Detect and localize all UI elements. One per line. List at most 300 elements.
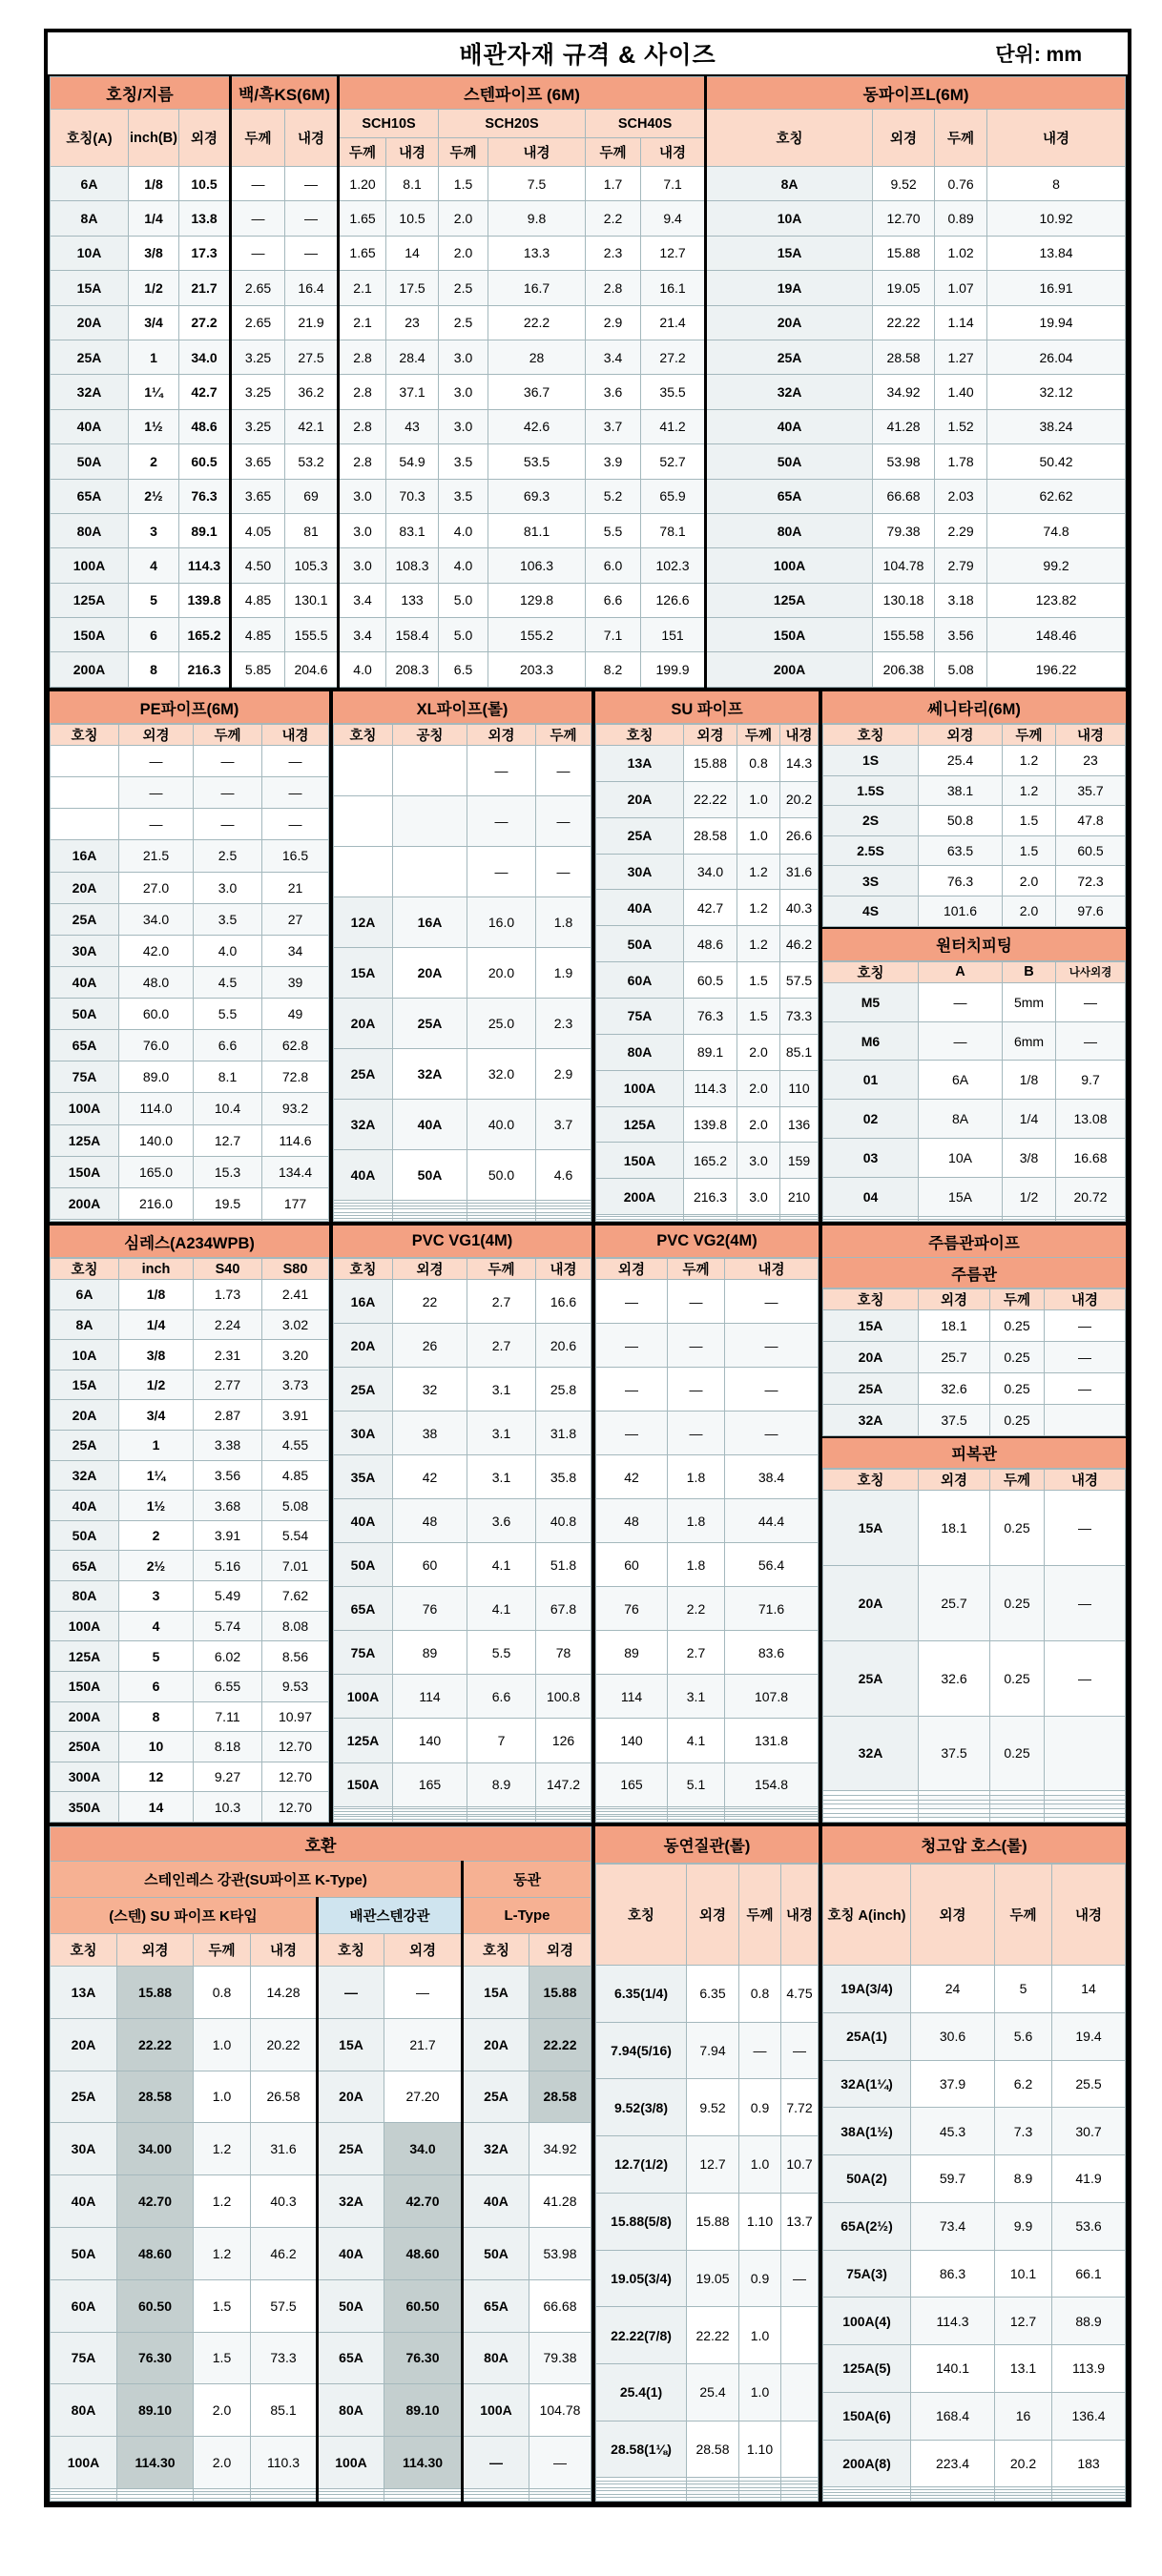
- table-row: [334, 1675, 591, 1719]
- cell: 20A: [51, 2018, 117, 2071]
- table-row: [51, 201, 1126, 236]
- cell: 30A: [334, 1412, 393, 1455]
- cell: 25A: [463, 2071, 529, 2123]
- table-row: [51, 1280, 329, 1310]
- cell: 204.6: [285, 652, 339, 688]
- cell: 4.1: [668, 1719, 725, 1762]
- cell: 65A(2½): [823, 2202, 911, 2250]
- cell: 69.3: [488, 479, 586, 513]
- cell: 129.8: [488, 583, 586, 617]
- cell: 34: [262, 935, 329, 966]
- cell: —: [725, 1412, 819, 1455]
- cell: 2.87: [194, 1400, 262, 1431]
- cell: [463, 2498, 529, 2501]
- cell: 5.1: [668, 1762, 725, 1806]
- cell: —: [725, 1324, 819, 1368]
- cell: 10A: [706, 201, 873, 236]
- unit-label: 단위: mm: [995, 44, 1082, 66]
- cell: 50.0: [467, 1150, 536, 1201]
- cell: 1.07: [935, 271, 987, 305]
- cell: 16.0: [467, 897, 536, 948]
- cell: 45.3: [911, 2108, 995, 2155]
- cell: 114.0: [119, 1093, 194, 1124]
- cell: [536, 1820, 591, 1823]
- cell: 25A: [596, 817, 684, 854]
- cell: 2S: [823, 806, 919, 836]
- cell: 12.70: [262, 1732, 329, 1762]
- cell: —: [467, 746, 536, 796]
- cell: 10.4: [194, 1093, 262, 1124]
- cell: [51, 777, 119, 809]
- cell: 50.8: [919, 806, 1003, 836]
- cell: [911, 2498, 995, 2501]
- cell: 89.10: [384, 2384, 463, 2437]
- cell: 34.0: [684, 854, 737, 890]
- page-title: 배관자재 규격 & 사이즈: [459, 42, 716, 69]
- cell: 12.7: [641, 236, 706, 270]
- column-header: 백/흑KS(6M): [231, 77, 339, 110]
- cell: 155.58: [873, 618, 935, 652]
- table-row: [596, 890, 819, 926]
- cell: 1.2: [737, 890, 780, 926]
- cell: 43: [386, 409, 439, 443]
- cell: 72.3: [1056, 866, 1126, 896]
- cell: 4: [129, 548, 179, 583]
- cell: 200A: [51, 1701, 119, 1732]
- cell: 0.25: [990, 1341, 1045, 1372]
- column-header: S80: [262, 1259, 329, 1280]
- cell: 101.6: [919, 896, 1003, 926]
- column-header: 두께: [995, 1865, 1052, 1966]
- cell: 6.02: [194, 1641, 262, 1672]
- table-row: [51, 2332, 591, 2384]
- column-header: 외경: [684, 725, 737, 746]
- cell: [51, 2498, 117, 2501]
- cell: 30.7: [1052, 2108, 1126, 2155]
- cell: 25.0: [467, 999, 536, 1049]
- cell: 35.8: [536, 1455, 591, 1499]
- cell: 200A(8): [823, 2440, 911, 2487]
- high-pressure-hose-table: [822, 1864, 1126, 2502]
- table-row: [51, 2498, 591, 2501]
- cell: 125A: [51, 583, 129, 617]
- cell: [739, 2498, 781, 2502]
- cell: [393, 1218, 467, 1221]
- cell: 6A: [51, 1280, 119, 1310]
- compatibility-table: [50, 1826, 591, 2502]
- cell: 76.30: [117, 2332, 194, 2384]
- column-header: 내경: [1045, 1289, 1126, 1310]
- cell: —: [1056, 1021, 1126, 1061]
- column-header: 외경: [919, 1469, 990, 1490]
- cell: 22.22: [873, 305, 935, 340]
- cell: 100A: [334, 1675, 393, 1719]
- cell: 22.2: [488, 305, 586, 340]
- cell: 4.0: [339, 652, 386, 688]
- cell: 34.0: [119, 903, 194, 935]
- cell: 159: [780, 1143, 819, 1179]
- cell: 2.9: [586, 305, 641, 340]
- table-row: [334, 1455, 591, 1499]
- column-header: 내경: [1045, 1469, 1126, 1490]
- cell: 42.1: [285, 409, 339, 443]
- column-header: 공칭: [393, 725, 467, 746]
- table-row: [51, 1701, 329, 1732]
- column-header: 호칭: [823, 1289, 919, 1310]
- cell: 20A: [706, 305, 873, 340]
- cell: 6: [119, 1671, 194, 1701]
- cell: 57.5: [251, 2279, 318, 2332]
- column-header: 내경: [1056, 725, 1126, 746]
- cell: —: [668, 1368, 725, 1412]
- cell: 1/2: [119, 1370, 194, 1400]
- cell: 1.7: [586, 167, 641, 201]
- cell: 62.62: [987, 479, 1126, 513]
- cell: 1.73: [194, 1280, 262, 1310]
- cell: [194, 1219, 262, 1221]
- column-header: 호칭: [463, 1934, 529, 1967]
- cell: 9.8: [488, 201, 586, 236]
- cell: M6: [823, 1021, 919, 1061]
- cell: 134.4: [262, 1156, 329, 1187]
- cell: 1.40: [935, 375, 987, 409]
- cell: 40A: [334, 1150, 393, 1201]
- column-header: 호칭: [823, 961, 919, 982]
- cell: 65A: [51, 1030, 119, 1061]
- cell: [1045, 1716, 1126, 1791]
- cell: 136.4: [1052, 2392, 1126, 2440]
- cell: —: [596, 1280, 668, 1324]
- cell: 89: [596, 1631, 668, 1675]
- cell: 60A: [51, 2279, 117, 2332]
- column-header: 내경: [987, 110, 1126, 167]
- table-row: [823, 2298, 1126, 2345]
- pvc-vg2-title: PVC VG2(4M): [595, 1226, 819, 1258]
- cell: 2½: [129, 479, 179, 513]
- main-pipe-section: [48, 74, 1128, 690]
- cell: 102.3: [641, 548, 706, 583]
- xl-pipe-table: [333, 724, 591, 1222]
- cell: 75A: [51, 2332, 117, 2384]
- cell: 1.2: [737, 854, 780, 890]
- cell: 32A: [334, 1100, 393, 1150]
- cell: 40A: [334, 1499, 393, 1543]
- cell: 38: [393, 1412, 467, 1455]
- cell: 7.62: [262, 1581, 329, 1612]
- table-row: [823, 2498, 1126, 2501]
- cell: 3.65: [231, 444, 285, 479]
- column-header: 두께: [737, 725, 780, 746]
- table-row: [51, 1671, 329, 1701]
- column-header: 호칭: [51, 1259, 119, 1280]
- one-touch-fitting-title: 원터치피팅: [822, 927, 1126, 961]
- cell: 60.5: [179, 444, 231, 479]
- cell: 9.7: [1056, 1061, 1126, 1100]
- cell: 20A: [51, 1400, 119, 1431]
- cell: 1/8: [119, 1280, 194, 1310]
- column-header: 내경: [536, 1259, 591, 1280]
- table-row: [51, 1732, 329, 1762]
- cell: 89.1: [684, 1034, 737, 1070]
- column-header: 호칭: [51, 1934, 117, 1967]
- cell: 51.8: [536, 1543, 591, 1587]
- cell: [919, 1219, 1003, 1221]
- cell: 2.29: [935, 513, 987, 547]
- cell: 13A: [596, 746, 684, 782]
- cell: 21.9: [285, 305, 339, 340]
- cell: 150A: [596, 1143, 684, 1179]
- cell: —: [919, 1021, 1003, 1061]
- cell: 3.68: [194, 1491, 262, 1521]
- cell: 3.65: [231, 479, 285, 513]
- table-row: [823, 1716, 1126, 1791]
- cell: 131.8: [725, 1719, 819, 1762]
- cell: 9.52: [873, 167, 935, 201]
- cell: 1.8: [668, 1455, 725, 1499]
- table-row: [596, 1455, 819, 1499]
- cell: 4.75: [781, 1966, 819, 2023]
- cell: 16.7: [488, 271, 586, 305]
- cell: 0.25: [990, 1565, 1045, 1640]
- cell: 0.9: [739, 2250, 781, 2307]
- cell: 4.1: [467, 1587, 536, 1631]
- cell: 32A: [51, 375, 129, 409]
- cell: 1.65: [339, 201, 386, 236]
- cell: 208.3: [386, 652, 439, 688]
- cell: 9.52(3/8): [596, 2079, 687, 2136]
- cell: 59.7: [911, 2155, 995, 2203]
- table-row: [823, 896, 1126, 926]
- cell: 6.55: [194, 1671, 262, 1701]
- cell: [823, 2498, 911, 2501]
- cell: 206.38: [873, 652, 935, 688]
- cell: 57.5: [780, 962, 819, 999]
- cell: 28.58: [684, 817, 737, 854]
- cell: [334, 1820, 393, 1823]
- compatibility-section: [48, 1824, 593, 2504]
- table-row: [596, 1179, 819, 1215]
- su-pipe-section: [593, 690, 820, 1224]
- cell: —: [668, 1412, 725, 1455]
- cell: 1.0: [737, 817, 780, 854]
- cell: 50A: [51, 444, 129, 479]
- one-touch-fitting-table: [822, 961, 1126, 1222]
- table-row: [51, 236, 1126, 270]
- cell: 23: [1056, 746, 1126, 776]
- high-pressure-hose-title: 청고압 호스(롤): [822, 1826, 1126, 1864]
- cell: 16A: [334, 1280, 393, 1324]
- cell: 4.0: [194, 935, 262, 966]
- cell: 75A: [334, 1631, 393, 1675]
- column-header: 호칭: [334, 725, 393, 746]
- cell: 1: [119, 1431, 194, 1461]
- cell: 1/8: [129, 167, 179, 201]
- cell: 2.1: [339, 271, 386, 305]
- cell: [1045, 1818, 1126, 1823]
- cell: 147.2: [536, 1762, 591, 1806]
- cell: 1½: [119, 1491, 194, 1521]
- cell: 5.0: [439, 583, 488, 617]
- cell: [262, 1219, 329, 1221]
- column-header: S40: [194, 1259, 262, 1280]
- cell: —: [781, 2022, 819, 2079]
- cell: 300A: [51, 1762, 119, 1792]
- cell: 130.1: [285, 583, 339, 617]
- cell: 1.5: [194, 2332, 251, 2384]
- cell: 30A: [51, 935, 119, 966]
- cell: 6.5: [439, 652, 488, 688]
- table-row: [51, 375, 1126, 409]
- table-row: [51, 1030, 329, 1061]
- su-pipe-table: [595, 724, 819, 1222]
- cell: [334, 1218, 393, 1221]
- column-header: 호칭/지름: [51, 77, 231, 110]
- cell: 65A: [318, 2332, 384, 2384]
- cell: [536, 1218, 591, 1221]
- soft-copper-title: 동연질관(롤): [595, 1826, 819, 1864]
- cell: 9.27: [194, 1762, 262, 1792]
- column-header: 외경: [529, 1934, 591, 1967]
- cell: 25.7: [919, 1565, 990, 1640]
- table-row: [596, 1280, 819, 1324]
- cell: 216.3: [684, 1179, 737, 1215]
- cell: —: [119, 809, 194, 840]
- cell: 75A: [596, 999, 684, 1035]
- cell: 1.2: [194, 2227, 251, 2279]
- cell: 80A: [596, 1034, 684, 1070]
- cell: [725, 1820, 819, 1823]
- cell: 114: [393, 1675, 467, 1719]
- table-row: [334, 1218, 591, 1221]
- cell: 2.9: [536, 1049, 591, 1100]
- cell: 50A: [463, 2227, 529, 2279]
- cell: 5.74: [194, 1611, 262, 1641]
- cell: 6.35(1/4): [596, 1966, 687, 2023]
- cell: 250A: [51, 1732, 119, 1762]
- cell: 2.0: [1003, 866, 1056, 896]
- cell: 44.4: [725, 1499, 819, 1543]
- cell: 7.11: [194, 1701, 262, 1732]
- table-row: [51, 1551, 329, 1581]
- cell: 4.85: [231, 618, 285, 652]
- cell: 83.6: [725, 1631, 819, 1675]
- cell: 5.5: [586, 513, 641, 547]
- cell: 114: [596, 1675, 668, 1719]
- table-row: [51, 1093, 329, 1124]
- cell: 89.1: [179, 513, 231, 547]
- table-row: [596, 1499, 819, 1543]
- cell: 14.3: [780, 746, 819, 782]
- cell: 53.6: [1052, 2202, 1126, 2250]
- cell: [393, 746, 467, 796]
- cell: 4.6: [536, 1150, 591, 1201]
- cell: 48.6: [179, 409, 231, 443]
- cell: —: [231, 167, 285, 201]
- cell: 25A: [318, 2123, 384, 2175]
- cell: 32.0: [467, 1049, 536, 1100]
- column-header: 호칭: [51, 725, 119, 746]
- cell: 216.3: [179, 652, 231, 688]
- cell: —: [262, 777, 329, 809]
- cell: 3.4: [339, 583, 386, 617]
- table-row: [823, 1310, 1126, 1342]
- table-row: [823, 1061, 1126, 1100]
- cell: 154.8: [725, 1762, 819, 1806]
- cell: 100A: [463, 2384, 529, 2437]
- table-row: [596, 2136, 819, 2194]
- cell: 25.4: [919, 746, 1003, 776]
- column-header: 두께: [194, 725, 262, 746]
- column-header: 외경: [384, 1934, 463, 1967]
- cell: 60.5: [684, 962, 737, 999]
- cell: [781, 2363, 819, 2421]
- column-header: 두께: [339, 138, 386, 167]
- table-row: [334, 1631, 591, 1675]
- cell: 31.6: [251, 2123, 318, 2175]
- cell: 80A: [706, 513, 873, 547]
- cell: 7.94: [687, 2022, 739, 2079]
- cell: 89.0: [119, 1061, 194, 1093]
- sanitary-table: [822, 724, 1126, 927]
- cell: 196.22: [987, 652, 1126, 688]
- table-row: [596, 1412, 819, 1455]
- cell: 42.0: [119, 935, 194, 966]
- cell: 38A(1½): [823, 2108, 911, 2155]
- cell: 14.28: [251, 1967, 318, 2019]
- cell: 73.3: [780, 999, 819, 1035]
- cell: 32.6: [919, 1640, 990, 1716]
- cell: 1/4: [119, 1309, 194, 1340]
- cell: 1.2: [737, 926, 780, 962]
- cell: 62.8: [262, 1030, 329, 1061]
- table-row: [334, 1324, 591, 1368]
- cell: 7.3: [995, 2108, 1052, 2155]
- column-header: 내경: [641, 138, 706, 167]
- cell: 3/4: [129, 305, 179, 340]
- cell: 32: [393, 1368, 467, 1412]
- table-row: [334, 1368, 591, 1412]
- cell: 2.7: [668, 1631, 725, 1675]
- table-row: [334, 1280, 591, 1324]
- table-row: [334, 796, 591, 847]
- cell: 1.0: [739, 2307, 781, 2364]
- cell: 8: [119, 1701, 194, 1732]
- xl-pipe-section: [331, 690, 593, 1224]
- cell: 3.0: [339, 513, 386, 547]
- cell: 37.5: [919, 1716, 990, 1791]
- cell: 100A: [51, 1093, 119, 1124]
- cell: 9.52: [687, 2079, 739, 2136]
- table-row: [823, 806, 1126, 836]
- cell: 41.28: [873, 409, 935, 443]
- cell: 86.3: [911, 2250, 995, 2298]
- cell: 140.0: [119, 1124, 194, 1156]
- cell: 7.1: [641, 167, 706, 201]
- cell: 25A: [51, 2071, 117, 2123]
- cell: 8: [987, 167, 1126, 201]
- table-row: [51, 2123, 591, 2175]
- table-row: [51, 999, 329, 1030]
- cell: —: [285, 236, 339, 270]
- column-header: SCH20S: [439, 110, 586, 138]
- cell: 1.0: [737, 781, 780, 817]
- cell: 37.1: [386, 375, 439, 409]
- table-row: [334, 897, 591, 948]
- column-header: inch(B): [129, 110, 179, 167]
- cell: 65.9: [641, 479, 706, 513]
- cell: 1/2: [1003, 1178, 1056, 1217]
- cell: 16A: [393, 897, 467, 948]
